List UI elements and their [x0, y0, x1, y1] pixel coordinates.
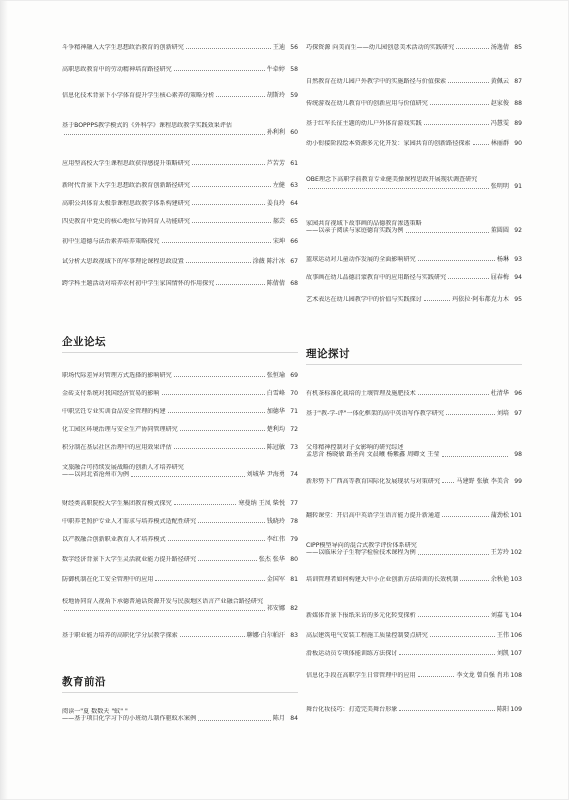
- entry-row: [62, 518, 298, 525]
- section-heading-education: 教育前沿: [62, 676, 106, 688]
- entry-author: 刘培: [496, 410, 509, 417]
- entry-page: 79: [290, 536, 298, 543]
- entry-title: 职场代际差异对管理方式选择的影响研究: [62, 372, 172, 379]
- entry-author: 刘城华 尹海勇: [246, 471, 285, 479]
- entry-author: 陈冠敏: [266, 444, 285, 451]
- toc-entry[interactable]: [62, 408, 298, 415]
- entry-page: 97: [514, 410, 522, 417]
- dot-leader: [216, 283, 264, 285]
- entry-page: 88: [514, 100, 522, 107]
- dot-leader: [424, 299, 450, 301]
- dot-leader: [198, 559, 257, 561]
- toc-entry[interactable]: [306, 706, 522, 713]
- dot-leader: [448, 277, 489, 279]
- entry-title: 阅读一"夏 数数天 "蚊" ": [62, 708, 128, 715]
- entry-author: 祁安娜: [266, 605, 285, 613]
- toc-entry[interactable]: [62, 708, 298, 723]
- entry-row: [62, 238, 298, 245]
- entry-row: [306, 44, 522, 51]
- entry-page: 70: [290, 390, 298, 397]
- entry-author: 蒲劲松: [490, 512, 509, 519]
- dot-leader: [418, 675, 455, 677]
- entry-page: 83: [290, 632, 298, 639]
- toc-entry[interactable]: [62, 444, 298, 451]
- entry-row: [306, 390, 522, 397]
- entry-title: 数字经济背景下大学生灵活就业能力提升路径研究: [62, 556, 197, 563]
- entry-row: [306, 576, 522, 583]
- dot-leader: [192, 221, 271, 223]
- entry-title: 基于BOPPPS教学模式的《外科学》课程思政教学实践效果评估: [62, 122, 233, 129]
- toc-entry[interactable]: [62, 92, 298, 99]
- entry-page: 61: [290, 160, 298, 167]
- toc-entry[interactable]: [62, 372, 298, 379]
- dot-leader: [168, 411, 265, 413]
- entry-page: 109: [510, 706, 522, 713]
- entry-row: [306, 650, 522, 657]
- entry-author: 牛牵婷: [266, 66, 285, 73]
- entry-page: 74: [290, 471, 298, 479]
- entry-page: 95: [514, 296, 522, 303]
- entry-author: 赵家俊: [490, 100, 509, 107]
- entry-title: OBE理念下高职学前教育专业健美操课程思政开展现状调查研究: [306, 176, 478, 183]
- entry-row: [306, 100, 522, 107]
- toc-entry[interactable]: [306, 120, 522, 127]
- entry-title: 校地协同育人视角下承德普通话资源开发与民族地区语言产业融合路径研究: [62, 598, 264, 605]
- entry-row: [306, 512, 522, 519]
- entry-title: 有机茶标准化栽培的土壤管理及施肥技术: [306, 390, 416, 397]
- entry-row: [306, 478, 522, 485]
- toc-entry[interactable]: [62, 500, 298, 507]
- toc-entry[interactable]: [62, 518, 298, 525]
- entry-row: [306, 672, 522, 679]
- entry-page: 60: [290, 129, 298, 137]
- entry-author: 杜清华: [490, 390, 509, 397]
- entry-title: 舞台化妆技巧：打造完美舞台形象: [306, 706, 398, 713]
- entry-page: 80: [290, 556, 298, 563]
- entry-row: [306, 410, 522, 417]
- toc-entry[interactable]: [306, 542, 522, 557]
- entry-author: 林丽群: [490, 140, 509, 147]
- entry-row: [62, 129, 298, 136]
- dot-leader: [442, 481, 454, 483]
- toc-entry[interactable]: [62, 576, 298, 583]
- page-spine-shadow: [0, 0, 8, 800]
- entry-author: 芦苦芳: [266, 160, 285, 167]
- entry-title: 高层建筑电气安装工程施工质量控制要点研究: [306, 632, 428, 639]
- entry-title: 化工园区环境治理与安全生产协同管理研究: [62, 426, 178, 433]
- entry-title: 故事画在幼儿品德启蒙教育中的应用路径与实践研究: [306, 274, 447, 281]
- entry-author: 杨琳: [496, 256, 509, 263]
- entry-row: [62, 258, 298, 265]
- entry-author: 左健: [272, 182, 285, 189]
- entry-page: 84: [290, 715, 298, 723]
- entry-page: 87: [514, 78, 522, 85]
- entry-title: 基于红军长征主题的幼儿户外体育游戏实践: [306, 120, 422, 127]
- dot-leader: [168, 539, 265, 541]
- section-rule: [306, 364, 522, 365]
- entry-author: 姜良玲: [266, 200, 285, 207]
- toc-entry[interactable]: [306, 612, 522, 619]
- dot-leader: [418, 393, 489, 395]
- dot-leader: [430, 635, 495, 637]
- entry-row: [306, 78, 522, 85]
- entry-author: 涂薇 陈汁冰: [252, 258, 285, 265]
- toc-entry[interactable]: [306, 390, 522, 397]
- entry-title: 中职烹饪专业实训食品安全管理的构建: [62, 408, 166, 415]
- entry-page: 78: [290, 518, 298, 525]
- dot-leader: [155, 579, 264, 581]
- entry-row: [62, 372, 298, 379]
- entry-author: 玛依拉·阿布都克力木: [452, 296, 509, 303]
- dot-leader: [162, 241, 271, 243]
- entry-author: 孙利利: [266, 129, 285, 137]
- entry-author: 刘嘉飞: [490, 612, 509, 619]
- toc-entry[interactable]: [62, 632, 298, 639]
- dot-leader: [198, 719, 271, 721]
- entry-row: [306, 256, 522, 263]
- entry-author: 马建野 张敏 李美含: [456, 478, 509, 485]
- entry-author: 汤逸倩: [490, 44, 509, 51]
- entry-row: [306, 274, 522, 281]
- toc-entry[interactable]: [62, 182, 298, 189]
- entry-author: 金国军: [266, 576, 285, 583]
- entry-title: 父母精神控制对子女影响的研究综述: [306, 444, 404, 451]
- dot-leader: [198, 521, 265, 523]
- entry-title: 翻转课堂：开启高中英语学生语言能力提升新通道: [306, 512, 441, 519]
- dot-leader: [399, 709, 494, 711]
- entry-author: 黄佩云: [490, 78, 509, 85]
- dot-leader: [174, 69, 265, 71]
- entry-page: 66: [290, 238, 298, 245]
- toc-entry[interactable]: [62, 218, 298, 225]
- toc-entry[interactable]: [306, 478, 522, 485]
- toc-entry[interactable]: [306, 78, 522, 85]
- entry-row: [62, 390, 298, 397]
- entry-author: 陈倩倩: [266, 280, 285, 287]
- dot-leader: [456, 47, 489, 49]
- dot-leader: [460, 579, 488, 581]
- entry-title: 信息化技术背景下小学体育提升学生核心素养的策略分析: [62, 92, 215, 99]
- entry-title: 信息化手段在高职学生日常管理中的应用: [306, 672, 416, 679]
- entry-title: 以产教融合创新职业教育人才培养模式: [62, 536, 166, 543]
- entry-page: 56: [290, 44, 298, 51]
- entry-title: 跨学科主题活动对培养农村初中学生家国情怀的作用探究: [62, 280, 215, 287]
- entry-page: 93: [514, 256, 522, 263]
- entry-author: 钱晓玲: [266, 518, 285, 525]
- entry-title: 文旅融合可持续发展战略的创新人才培养研究: [62, 464, 184, 471]
- entry-page: 101: [510, 512, 522, 519]
- entry-author: 王迪: [272, 44, 285, 51]
- entry-row: [62, 200, 298, 207]
- dot-leader: [192, 185, 271, 187]
- entry-row: [62, 66, 298, 73]
- entry-title: 初中生道德与法治素养培养策略探究: [62, 238, 160, 245]
- dot-leader: [406, 231, 489, 233]
- entry-title: 新媒体背景下报纸采访的多元化转变探析: [306, 612, 416, 619]
- entry-title: 积分制在基层社区治理中的应用效果评估: [62, 444, 172, 451]
- dot-leader: [174, 503, 237, 505]
- entry-author: 张杰 张华: [258, 556, 285, 563]
- dot-leader: [174, 447, 265, 449]
- entry-title: 新时代背景下大学生思想政治教育创新路径研究: [62, 182, 190, 189]
- entry-page: 69: [290, 372, 298, 379]
- entry-title: 财经类高职院校大学生集团教育模式探究: [62, 500, 172, 507]
- entry-page: 107: [510, 650, 522, 657]
- entry-title: 金砖支付系统对我国经济贸易的影响: [62, 390, 160, 397]
- entry-row: [306, 632, 522, 639]
- entry-page: 82: [290, 605, 298, 613]
- toc-entry[interactable]: [62, 390, 298, 397]
- toc-entry[interactable]: [306, 44, 522, 51]
- entry-row: [62, 576, 298, 583]
- dot-leader: [64, 133, 265, 135]
- toc-entry[interactable]: [306, 296, 522, 303]
- entry-page: 98: [514, 451, 522, 459]
- entry-page: 99: [514, 478, 522, 485]
- entry-page: 104: [510, 612, 522, 619]
- toc-entry[interactable]: [62, 598, 298, 613]
- entry-title: CIPP模型导向的混合式教学评价体系研究: [306, 542, 417, 549]
- dot-leader: [162, 393, 265, 395]
- entry-title: 培训管理者如何构建大中小企业创新方法培训的长效机制: [306, 576, 459, 583]
- entry-author: 董圆圆: [490, 227, 509, 235]
- entry-author: 白雪峰: [266, 390, 285, 397]
- entry-title: 基于职业能力培养的高职化学分层教学探索: [62, 632, 178, 639]
- entry-row: [62, 44, 298, 51]
- dot-leader: [446, 413, 495, 415]
- entry-author: 张恒瑜: [266, 372, 285, 379]
- entry-page: 81: [290, 576, 298, 583]
- entry-row: [62, 444, 298, 451]
- toc-entry[interactable]: [62, 238, 298, 245]
- entry-page: 85: [514, 44, 522, 51]
- dot-leader: [180, 429, 265, 431]
- toc-entry[interactable]: [62, 200, 298, 207]
- toc-entry[interactable]: [62, 464, 298, 479]
- toc-entry[interactable]: [62, 122, 298, 137]
- dot-leader: [180, 635, 245, 637]
- toc-entry[interactable]: [306, 672, 522, 679]
- toc-entry[interactable]: [62, 160, 298, 167]
- entry-title: 篮球运动对儿童动作发展的全面影响研究: [306, 256, 416, 263]
- toc-entry[interactable]: [306, 140, 522, 147]
- dot-leader: [418, 259, 495, 261]
- dot-leader: [442, 515, 489, 517]
- entry-page: 77: [290, 500, 298, 507]
- entry-title: 家园共育视域下故事画的品德教育渗透策略: [306, 220, 422, 227]
- entry-author: 王伟: [496, 632, 509, 639]
- entry-row: [306, 120, 522, 127]
- entry-row: [62, 160, 298, 167]
- toc-entry[interactable]: [62, 280, 298, 287]
- entry-page: 73: [290, 444, 298, 451]
- entry-page: 91: [514, 183, 522, 191]
- entry-title: 新形势下广西高等教育国际化发展现状与对策研究: [306, 478, 441, 485]
- entry-title: 艺术表达在幼儿园教学中的价值与实践探讨: [306, 296, 422, 303]
- dot-leader: [418, 553, 489, 555]
- entry-row: [62, 536, 298, 543]
- entry-page: 68: [290, 280, 298, 287]
- entry-subtitle: 孟思含 杨晓敏 路圣尚 文晨曦 杨紫鑫 周卿文 王莹: [306, 451, 440, 459]
- dot-leader: [473, 143, 489, 145]
- dot-leader: [424, 123, 489, 125]
- entry-author: 余秋艳: [490, 576, 509, 583]
- entry-author: 刘凯: [496, 650, 509, 657]
- entry-page: 72: [290, 426, 298, 433]
- entry-author: 张明明: [490, 183, 509, 191]
- entry-author: 加德华: [266, 408, 285, 415]
- entry-page: 63: [290, 182, 298, 189]
- dot-leader: [430, 103, 489, 105]
- entry-title: 四史教育中党史的核心地位与协同育人功能研究: [62, 218, 190, 225]
- entry-title: 中职养老照护专业人才需求与培养模式适配性研究: [62, 518, 197, 525]
- entry-row: [306, 549, 522, 556]
- entry-row: [62, 92, 298, 99]
- entry-author: 郝芸: [272, 218, 285, 225]
- entry-subtitle: ——以河北省沧州市为例: [62, 471, 130, 479]
- toc-entry[interactable]: [306, 512, 522, 519]
- entry-page: 94: [514, 274, 522, 281]
- entry-page: 89: [514, 120, 522, 127]
- entry-author: 屈春梅: [490, 274, 509, 281]
- dot-leader: [192, 203, 265, 205]
- toc-entry[interactable]: [62, 426, 298, 433]
- dot-leader: [186, 47, 271, 49]
- entry-title: 防御机制在化工安全管理中的应用: [62, 576, 154, 583]
- entry-title: 斗争精神融入大学生思想政治教育的创新研究: [62, 44, 184, 51]
- section-rule: [62, 352, 298, 353]
- entry-subtitle: ——以亲子阅读与家庭德育实践为例: [306, 227, 404, 235]
- entry-page: 71: [290, 408, 298, 415]
- entry-title: 滑板运动员专项体能训练方法探讨: [306, 650, 398, 657]
- entry-row: [62, 500, 298, 507]
- toc-entry[interactable]: [306, 576, 522, 583]
- entry-author: 胡斯玲: [266, 92, 285, 99]
- entry-row: [62, 426, 298, 433]
- entry-author: 寒曼纳 王凤 柴悦: [238, 500, 285, 507]
- entry-author: 楚利均: [266, 426, 285, 433]
- entry-author: 陈阳: [496, 706, 509, 713]
- entry-row: [306, 227, 522, 234]
- entry-page: 106: [510, 632, 522, 639]
- toc-entry[interactable]: [62, 258, 298, 265]
- entry-row: [306, 706, 522, 713]
- entry-row: [62, 408, 298, 415]
- entry-row: [306, 612, 522, 619]
- entry-title: 自然教育在幼儿园户外教学中的实施路径与价值探索: [306, 78, 447, 85]
- entry-title: 试分析大思政视域下的军事理论课程思政设置: [62, 258, 184, 265]
- entry-row: [62, 715, 298, 722]
- entry-subtitle: ——基于项目化学习下的小班幼儿制作驱蚊水案例: [62, 715, 197, 723]
- entry-row: [306, 296, 522, 303]
- entry-title: 应用型高校大学生课程思政获得感提升策略研究: [62, 160, 190, 167]
- entry-title: 传统游戏在幼儿教育中的创新应用与价值研究: [306, 100, 428, 107]
- entry-page: 103: [510, 576, 522, 583]
- entry-row: [306, 140, 522, 147]
- entry-row: [62, 605, 298, 612]
- entry-row: [62, 471, 298, 478]
- toc-entry[interactable]: [306, 632, 522, 639]
- entry-row: [62, 280, 298, 287]
- dot-leader: [448, 81, 489, 83]
- toc-entry[interactable]: [306, 444, 522, 459]
- entry-page: 108: [510, 672, 522, 679]
- entry-page: 64: [290, 200, 298, 207]
- dot-leader: [418, 615, 489, 617]
- toc-entry[interactable]: [306, 256, 522, 263]
- toc-entry[interactable]: [306, 274, 522, 281]
- dot-leader: [192, 163, 265, 165]
- entry-author: 李文龙 曾自强 肖玮: [456, 672, 509, 679]
- entry-page: 96: [514, 390, 522, 397]
- entry-page: 65: [290, 218, 298, 225]
- toc-entry[interactable]: [306, 100, 522, 107]
- toc-entry[interactable]: [62, 556, 298, 563]
- entry-page: 67: [290, 258, 298, 265]
- entry-row: [62, 556, 298, 563]
- dot-leader: [174, 375, 265, 377]
- toc-entry[interactable]: [306, 176, 522, 191]
- dot-leader: [64, 609, 265, 611]
- section-heading-enterprise: 企业论坛: [62, 336, 106, 348]
- entry-row: [306, 451, 522, 458]
- section-rule: [62, 692, 298, 693]
- section-heading-theory: 理论探讨: [306, 348, 350, 360]
- dot-leader: [442, 455, 509, 457]
- entry-author: 王芳玲: [490, 549, 509, 557]
- entry-row: [62, 632, 298, 639]
- toc-entry[interactable]: [62, 66, 298, 73]
- entry-author: 李红伟: [266, 536, 285, 543]
- entry-row: [306, 183, 522, 190]
- entry-title: 基于"教-学-评"一体化框架的高中英语写作教学研究: [306, 410, 444, 417]
- entry-page: 90: [514, 140, 522, 147]
- entry-row: [62, 218, 298, 225]
- entry-title: 高职思政教育中的劳动精神培育路径研究: [62, 66, 172, 73]
- dot-leader: [131, 475, 244, 477]
- entry-author: 陈月: [272, 715, 285, 723]
- entry-page: 59: [290, 92, 298, 99]
- dot-leader: [216, 95, 264, 97]
- toc-entry[interactable]: [306, 410, 522, 417]
- toc-entry[interactable]: [62, 44, 298, 51]
- toc-entry[interactable]: [306, 650, 522, 657]
- entry-page: 58: [290, 66, 298, 73]
- dot-leader: [186, 261, 251, 263]
- dot-leader: [399, 653, 494, 655]
- toc-entry[interactable]: [306, 220, 522, 235]
- entry-subtitle: ——以临床分子生物学检验技术课程为例: [306, 549, 416, 557]
- entry-author: 冯慧雯: [490, 120, 509, 127]
- entry-row: [62, 182, 298, 189]
- entry-title: 巧探资源 向美而生——幼儿园创意美术活动的实践研究: [306, 44, 455, 51]
- entry-title: 高职公共体育太极拳课程思政教学体系构建研究: [62, 200, 190, 207]
- entry-author: 聊娜·白尔帕汗: [246, 632, 285, 639]
- toc-entry[interactable]: [62, 536, 298, 543]
- entry-page: 102: [510, 549, 522, 557]
- entry-page: 92: [514, 227, 522, 235]
- entry-author: 宋坤: [272, 238, 285, 245]
- entry-title: 幼小衔接阶段绘本资源多元化开发：家园共育的创新路径探索: [306, 140, 471, 147]
- dot-leader: [308, 187, 489, 189]
